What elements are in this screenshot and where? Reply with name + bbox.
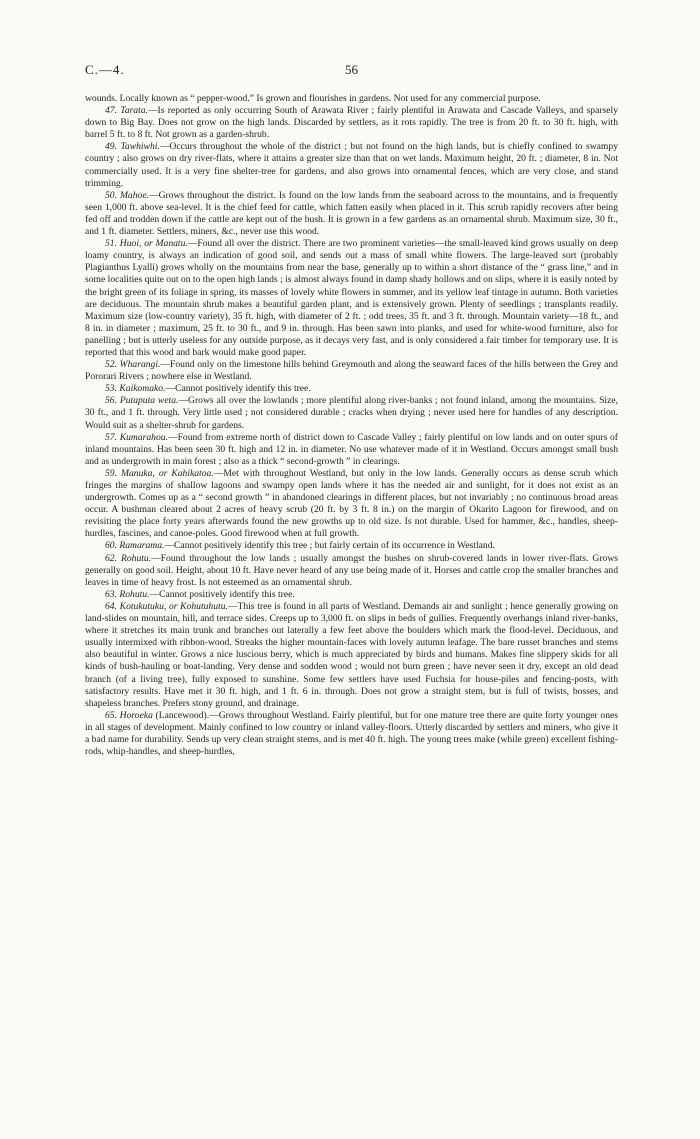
paragraph-horoeka <box>85 710 618 758</box>
species-name: 56. Putaputa weta. <box>105 395 179 407</box>
paragraph-text: —Found all over the district. There are two prominent varieties—the small-leaved kind grows usually on deep loamy country, is always an indication of good soil, and sends out a mass of small white flowers. The large-leaved sort (probably Plagianthus Lyalli) grows wholly on the mountains from near the base, generally up to within a short distance of the “ grass line,” and in some localities quite out on to the open high lands ; is almost always found in damp shady hollows and on slips, where it is easily noted by the bright green of its foliage in spring, its masses of lovely white flowers in summer, and its yellow leaf tintage in autumn. Both varieties are deciduous. The mountain shrub makes a beautiful garden plant, and is extensively grown. Plenty of seedlings ; transplants readily. Maximum size (low-country variety), 35 ft. high, with diameter of 2 ft. ; odd trees, 35 ft. and 3 ft. through. Mountain variety—18 ft., and 8 in. in diameter ; maximum, 25 ft. to 30 ft., and 9 in. through. Has been sawn into planks, and used for white-wood furniture, also for panelling ; but is utterly useless for any outside purpose, as it decays very fast, and is only considered a fair timber for temporary use. It is reported that this wood and bark would make good paper. <box>85 238 618 358</box>
paragraph-continuation <box>85 93 618 105</box>
paragraph-text: —Cannot positively identify this tree. <box>149 588 295 600</box>
paragraph-text: —Grows all over the lowlands ; more plentiful along river-banks ; not found inland, among the mountains. Size, 30 ft., and 1 ft. through. Very little used ; not considered durable ; cracks when drying ; never used here for handles of any description. Would suit as a shelter-shrub for gardens. <box>85 395 618 431</box>
page-header <box>85 62 618 90</box>
paragraph-text: —Occurs throughout the whole of the district ; but not found on the high lands, but is chiefly confined to swampy country ; also grows on dry river-flats, where it attains a greater size than that on wet lands. Maximum height, 20 ft. ; diameter, 8 in. Not commercially used. It is a very fine shelter-tree for gardens, and also grows into ornamental fences, which are very close, and stand trimming. <box>85 141 618 189</box>
paragraph-kotukutuku <box>85 601 618 710</box>
paragraph-text: —Grows throughout the district. Is found on the low lands from the seaboard across to the mountains, and is frequently seen 1,000 ft. above sea-level. It is the chief feed for cattle, which fatten easily when placed in it. This scrub rapidly recovers after being fed off and trodden down if the cattle are kept out of the bush. It is grown in a few gardens as an ornamental shrub. Maximum size, 30 ft., and 1 ft. diameter. Settlers, miners, &c., never use this wood. <box>85 189 618 238</box>
paragraph-text: —Cannot positively identify this tree ; but fairly certain of its occurrence in Westland. <box>164 540 495 552</box>
paragraph-text: —Met with throughout Westland, but only in the low lands. Generally occurs as dense scrub which fringes the margins of shallow lagoons and swampy open lands where it has the needed air and sunlight, for it does not exist as an undergrowth. Comes up as a “ second growth ” in abandoned clearings in different places, but not invariably ; no continuous broad areas occur. A bushman cleared about 2 acres of heavy scrub (20 ft. by 3 ft. 8 in.) on the margin of Okarito Lagoon for firewood, and on revisiting the place forty years afterwards found the new growths up to old size. Is not durable. Used for hammer, &c., handles, sheep-hurdles, fascines, and canoe-poles. Good firewood when at full growth. <box>85 467 618 540</box>
species-name: 50. Mahoe. <box>105 189 149 201</box>
species-name: 65. Horoeka <box>105 709 153 721</box>
paragraph-text: —Cannot positively identify this tree. <box>165 383 311 395</box>
paragraph-text: —This tree is found in all parts of Westland. Demands air and sunlight ; hence generally growing on land-slides on mountain, hill, and terrace sides. Creeps up to 3,000 ft. on slips in beds of gullies. Frequently overhangs inland river-banks, where it stretches its main trunk and branches out laterally a few feet above the boulders which mark the flood-level. Deciduous, and usually intermixed with ribbon-wood. Streaks the higher mountain-faces with lovely autumn leafage. The bare russet branches and stems also beautiful in winter. Grows a nice luscious berry, which is much appreciated by birds and humans. Makes fine slippery skids for all kinds of bush-hauling or boat-landing. Very dense and sodden wood ; would not burn green ; have never seen it dry, except an old dead branch (of a living tree), fully exposed to sunshine. Some few settlers have used Fuchsia for house-piles and fencing-posts, with satisfactory results. Have met it 30 ft. high, and 1 ft. 6 in. through. Does not grow a straight stem, but is full of twists, bosses, and shapeless branches. Prefers stony ground, and drainage. <box>85 600 618 709</box>
paragraph-manuka <box>85 468 618 541</box>
paragraph-ramarama <box>85 540 618 552</box>
paragraph-kumarahou <box>85 432 618 468</box>
species-name: 52. Wharangi. <box>105 359 161 371</box>
paragraph-mahoe <box>85 190 618 238</box>
species-name: 62. Rohutu. <box>105 552 152 564</box>
paragraph-text: wounds. Locally known as “ pepper-wood.” Is grown and flourishes in gardens. Not used for any commercial purpose. <box>85 93 541 104</box>
paragraph-text: —Found only on the limestone hills behind Greymouth and along the seaward faces of the hills between the Grey and Pororari Rivers ; nowhere else in Westland. <box>85 359 618 383</box>
paragraph-putaputa-weta <box>85 395 618 431</box>
body-text <box>85 93 618 758</box>
paragraph-tawhiwhi <box>85 141 618 189</box>
species-name: 51. Huoi, or Manatu. <box>105 238 188 250</box>
species-name: 53. Kaikomako. <box>105 383 166 395</box>
paragraph-text: —Is reported as only occurring South of Arawata River ; fairly plentiful in Arawata and Cascade Valleys, and sparsely down to Big Bay. Does not grow on the high lands. Discarded by settlers, as it rots rapidly. The tree is from 20 ft. to 30 ft. high, with barrel 5 ft. to 8 ft. Not grown as a garden-shrub. <box>85 105 619 141</box>
paragraph-rohutu <box>85 553 618 589</box>
paragraph-text: —Found throughout the low lands ; usually amongst the bushes on shrub-covered lands in lower river-flats. Grows generally on good soil. Height, about 10 ft. Have never heard of any use being made of it. Horses and cattle crop the smaller branches and leaves in time of heavy frost. Is not esteemed as an ornamental shrub. <box>85 552 618 588</box>
species-name: 59. Manuka, or Kahikatoa. <box>105 467 214 479</box>
document-code: C.—4. <box>85 62 125 77</box>
species-name: 60. Ramarama. <box>105 540 165 552</box>
paragraph-kaikomako <box>85 383 618 395</box>
species-name: 63. Rohutu. <box>105 588 150 600</box>
species-name: 47. Tarata. <box>105 105 148 117</box>
species-name: 57. Kumarahou. <box>105 431 168 443</box>
species-name: 49. Tawhiwhi. <box>105 141 160 153</box>
paragraph-rohutu-2 <box>85 589 618 601</box>
paragraph-tarata <box>85 105 618 141</box>
paragraph-huoi <box>85 238 618 359</box>
paragraph-text: —Found from extreme north of district down to Cascade Valley ; fairly plentiful on low lands and on outer spurs of inland mountains. Has been seen 30 ft. high and 12 in. in diameter. No use whatever made of it in Westland. Occurs amongst small bush and as undergrowth in main forest ; also as a thick “ second-growth ” in clearings. <box>85 431 618 467</box>
species-name: 64. Kotukutuku, or Kohutuhutu. <box>105 600 228 612</box>
paragraph-text: (Lancewood).—Grows throughout Westland. Fairly plentiful, but for one mature tree there are quite forty younger ones in all stages of development. Mainly confined to low country or inland valley-floors. Utterly discarded by settlers and miners, who give it a bad name for durability. Sends up very clean straight stems, and is met 40 ft. high. The young trees make (while green) excellent fishing-rods, whip-handles, and sheep-hurdles, <box>85 709 619 758</box>
page-number: 56 <box>345 62 358 77</box>
paragraph-wharangi <box>85 359 618 383</box>
